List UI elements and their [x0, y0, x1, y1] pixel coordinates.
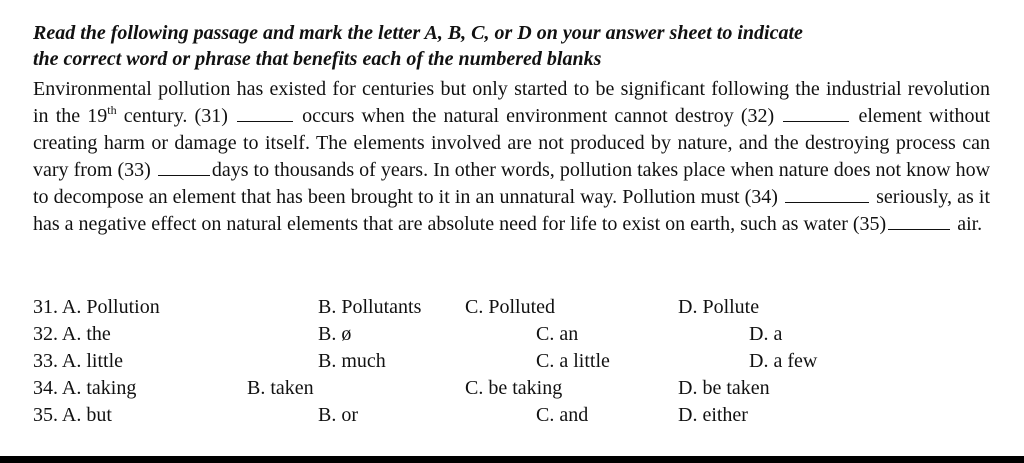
option-d: D. a few	[749, 350, 818, 372]
passage-text-4: element without creating harm or damage to itself. The elements involved are not produced by nature, and the destroying process can vary from (33)	[33, 105, 991, 181]
passage-text-7: air.	[957, 213, 983, 235]
option-c: C. an	[536, 323, 579, 345]
option-b: B. or	[318, 404, 358, 426]
passage	[33, 76, 990, 238]
option-c: C. a little	[536, 350, 610, 372]
passage-text-3: occurs when the natural environment cannot destroy (32)	[302, 105, 775, 127]
passage-text-2: century. (31)	[116, 105, 228, 127]
blank-31	[237, 103, 293, 122]
blank-35	[888, 211, 950, 230]
option-a: 33. A. little	[33, 350, 123, 372]
passage-superscript: th	[107, 103, 117, 117]
option-c: C. and	[536, 404, 589, 426]
passage-text-1: Environmental pollution has existed for centuries but only started to be significant following the industrial revolution in the 19	[33, 78, 990, 127]
blank-33	[158, 157, 210, 176]
instructions	[33, 20, 993, 72]
passage-text-5: days to thousands of years. In other words, pollution takes place when nature does not know how to decompose an element that has been brought to it in an unnatural way. Pollution must (34)	[33, 159, 991, 208]
bottom-border	[0, 456, 1024, 463]
question-row-35	[0, 402, 1024, 429]
option-a: 31. A. Pollution	[33, 296, 160, 318]
question-row-34	[0, 375, 1024, 402]
option-d: D. Pollute	[678, 296, 760, 318]
question-row-33	[0, 348, 1024, 375]
option-b: B. ø	[318, 323, 352, 345]
instructions-line-1: Read the following passage and mark the letter A, B, C, or D on your answer sheet to indicate	[33, 22, 803, 44]
instructions-line-2: the correct word or phrase that benefits each of the numbered blanks	[33, 48, 602, 70]
passage-text-6: seriously, as it has a negative effect on natural elements that are absolute need for life to exist on earth, such as water (35)	[33, 186, 991, 235]
blank-32	[783, 103, 849, 122]
option-b: B. Pollutants	[318, 296, 422, 318]
option-d: D. either	[678, 404, 748, 426]
option-a: 32. A. the	[33, 323, 111, 345]
option-c: C. Polluted	[465, 296, 556, 318]
option-b: B. much	[318, 350, 386, 372]
question-row-31	[0, 294, 1024, 321]
option-d: D. a	[749, 323, 783, 345]
option-b: B. taken	[247, 377, 314, 399]
option-c: C. be taking	[465, 377, 563, 399]
option-a: 34. A. taking	[33, 377, 137, 399]
answer-options	[0, 294, 1024, 429]
question-row-32	[0, 321, 1024, 348]
option-d: D. be taken	[678, 377, 770, 399]
blank-34	[785, 184, 869, 203]
option-a: 35. A. but	[33, 404, 112, 426]
